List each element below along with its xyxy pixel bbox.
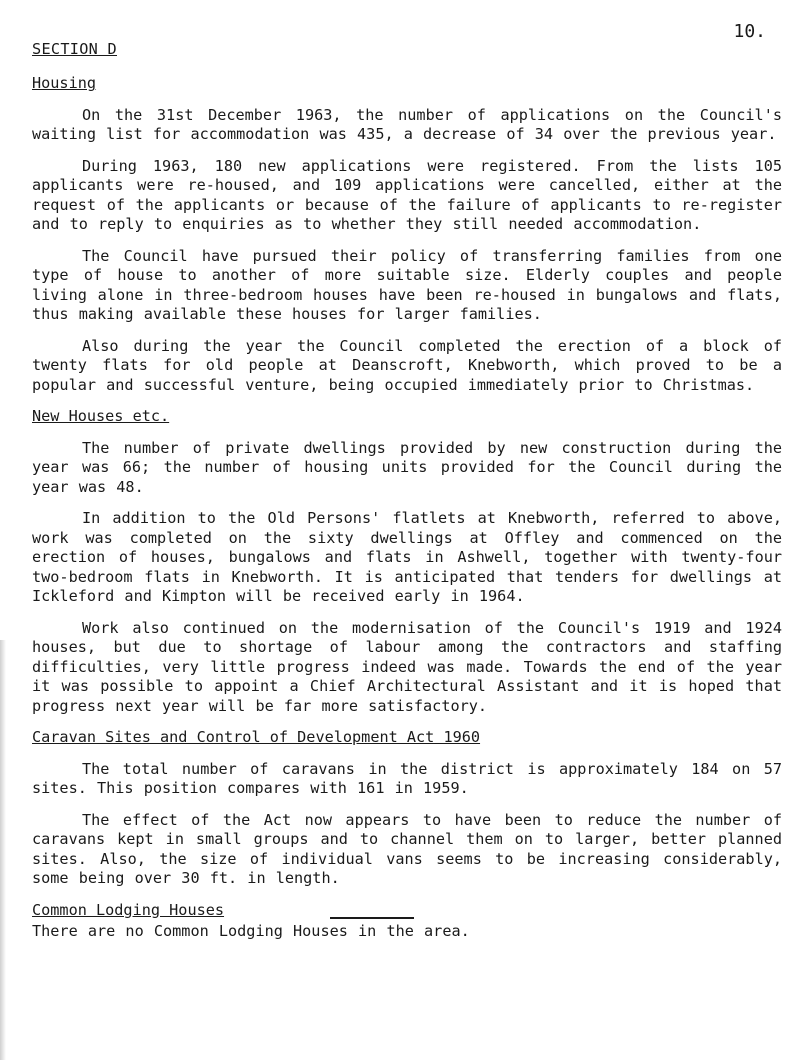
paragraph: Work also continued on the modernisation of the Council's 1919 and 1924 houses, but due to shortage of labour among the contractors and staffing difficulties, very little progress indeed was made. Towards the end of the year it was possible to appoint a Chief Architectural Assistant and it is hoped that progress next year will be far more satisfactory.	[32, 618, 782, 715]
paragraph: During 1963, 180 new applications were registered. From the lists 105 applicants were re-housed, and 109 applications were cancelled, either at the request of the applicants or because of the failure of applicants to re-register and to reply to enquiries as to whether they still needed accommodation.	[32, 156, 782, 233]
paragraph: On the 31st December 1963, the number of applications on the Council's waiting list for accommodation was 435, a decrease of 34 over the previous year.	[32, 105, 782, 143]
paragraph: There are no Common Lodging Houses in the area.	[32, 922, 470, 940]
heading-new-houses: New Houses etc.	[32, 407, 170, 425]
heading-caravan-sites: Caravan Sites and Control of Development Act 1960	[32, 728, 481, 746]
end-rule	[330, 917, 414, 919]
paragraph: The effect of the Act now appears to have been to reduce the number of caravans kept in small groups and to channel them on to larger, better planned sites. Also, the size of individual vans seems to be increasing considerably, some being over 30 ft. in length.	[32, 810, 782, 887]
document-body	[32, 74, 782, 954]
page-edge-shadow	[0, 640, 6, 1060]
section-label: SECTION D	[32, 40, 117, 58]
paragraph: In addition to the Old Persons' flatlets at Knebworth, referred to above, work was completed on the sixty dwellings at Offley and commenced on the erection of houses, bungalows and flats in Ashwell, together with twenty-four two-bedroom flats in Knebworth. It is anticipated that tenders for dwellings at Ickleford and Kimpton will be received early in 1964.	[32, 509, 782, 605]
paragraph: The Council have pursued their policy of transferring families from one type of house to another of more suitable size. Elderly couples and people living alone in three-bedroom houses have been re-housed in bungalows and flats, thus making available these houses for larger families.	[32, 246, 782, 323]
paragraph: Also during the year the Council completed the erection of a block of twenty flats for old people at Deanscroft, Knebworth, which proved to be a popular and successful venture, being occupied immediately prior to Christmas.	[32, 336, 782, 394]
page-number: 10.	[733, 21, 766, 42]
heading-housing: Housing	[32, 74, 97, 92]
paragraph: The number of private dwellings provided by new construction during the year was 66; the number of housing units provided for the Council during the year was 48.	[32, 438, 782, 496]
heading-common-lodging-houses: Common Lodging Houses	[32, 900, 225, 919]
paragraph: The total number of caravans in the district is approximately 184 on 57 sites. This position compares with 161 in 1959.	[32, 759, 782, 797]
